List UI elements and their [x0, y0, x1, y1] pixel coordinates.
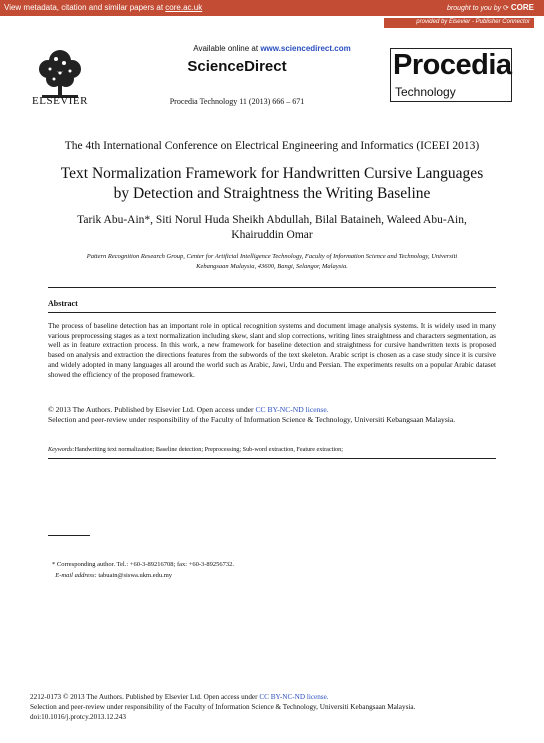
- affiliation: Pattern Recognition Research Group, Center for Artificial Intelligence Technology, Faculty of Information Science and Technology, Universiti Kebangsaan Malaysia, 43600, Bangi, Selangor, Malaysia.: [86, 253, 458, 270]
- core-brand[interactable]: CORE: [510, 3, 534, 12]
- sciencedirect-wordmark: ScienceDirect: [187, 58, 287, 75]
- paper-title: Text Normalization Framework for Handwritten Cursive Languages by Detection and Straightness the Writing Baseline: [60, 165, 484, 202]
- procedia-title: Procedia: [393, 49, 512, 81]
- core-banner: [0, 0, 544, 16]
- provider-text[interactable]: provided by Elsevier - Publisher Connector: [416, 19, 530, 25]
- peer-review: Selection and peer-review under responsibility of the Faculty of Information Science & Technology, Universiti Kebangsaan Malaysia.: [48, 415, 456, 424]
- core-metadata-text: View metadata, citation and similar papers at core.ac.uk: [4, 3, 203, 12]
- doi[interactable]: doi:10.1016/j.protcy.2013.12.243: [30, 713, 126, 721]
- divider: [48, 458, 496, 459]
- footnote: * Corresponding author. Tel.: +60-3-89216708; fax: +60-3-89256732. E-mail address: tabuain@siswa.ukm.edu.my: [52, 561, 235, 579]
- core-logo-icon: ⟳: [503, 5, 509, 12]
- divider: [48, 312, 496, 313]
- sciencedirect-url[interactable]: www.sciencedirect.com: [260, 44, 351, 53]
- page-footer: 2212-0173 © 2013 The Authors. Published by Elsevier Ltd. Open access under CC BY-NC-ND license. Selection and peer-review under responsibility of the Faculty of Information Science & Technology, Universiti Kebangsaan Malaysia. doi:10.1016/j.protcy.2013.12.243: [30, 692, 530, 722]
- author-email[interactable]: tabuain@siswa.ukm.edu.my: [98, 572, 173, 579]
- corresponding-author: * Corresponding author. Tel.: +60-3-89216708; fax: +60-3-89256732.: [52, 561, 235, 568]
- footer-license-link[interactable]: CC BY-NC-ND license.: [259, 693, 329, 701]
- brought-by: brought to you by ⟳ CORE: [447, 3, 534, 12]
- keywords: Keywords:Handwriting text normalization; Baseline detection; Preprocessing; Sub-word extraction, Feature extraction;: [48, 446, 343, 453]
- conference-name: The 4th International Conference on Electrical Engineering and Informatics (ICEEI 2013): [64, 140, 480, 152]
- copyright-block: © 2013 The Authors. Published by Elsevier Ltd. Open access under CC BY-NC-ND license. Selection and peer-review under responsibility of the Faculty of Information Science & Technology, Universiti Kebangsaan Malaysia.: [48, 405, 496, 425]
- available-online: Available online at www.sciencedirect.com: [193, 44, 351, 53]
- provider-banner: [384, 18, 534, 28]
- procedia-subtitle: Technology: [395, 85, 456, 99]
- paper-authors: Tarik Abu-Ain*, Siti Norul Huda Sheikh Abdullah, Bilal Bataineh, Waleed Abu-Ain, Khairuddin Omar: [77, 214, 467, 241]
- abstract-heading: Abstract: [48, 299, 78, 308]
- abstract-text: The process of baseline detection has an important role in optical recognition systems and document image analysis systems. It is widely used in many various preprocessing stages as a text normalization including skew, slant and slop corrections, writing lines straightness and characters segmentation, as well as in feature extraction process. In this work, a new framework for baseline detection and straightness for cursive handwritten texts is proposed based on analysis and extraction the directions features from the subwords of the text skeleton. Arabic script is chosen as a case study since it is cursive and widely adopted in many languages all around the world such as Arabic, Jawi, Urdu and Persian. The experiments results on a popular Arabic dataset showed the efficiency of the proposed framework.: [48, 321, 496, 379]
- license-link[interactable]: CC BY-NC-ND license.: [255, 405, 329, 414]
- journal-info: Procedia Technology 11 (2013) 666 – 671: [169, 97, 305, 106]
- procedia-logo: [390, 48, 512, 102]
- footnote-rule: [48, 535, 90, 536]
- elsevier-wordmark: ELSEVIER: [32, 95, 88, 107]
- footer-peer-review: Selection and peer-review under responsibility of the Faculty of Information Science & Technology, Universiti Kebangsaan Malaysia.: [30, 703, 416, 711]
- core-link[interactable]: core.ac.uk: [165, 3, 203, 12]
- divider: [48, 287, 496, 288]
